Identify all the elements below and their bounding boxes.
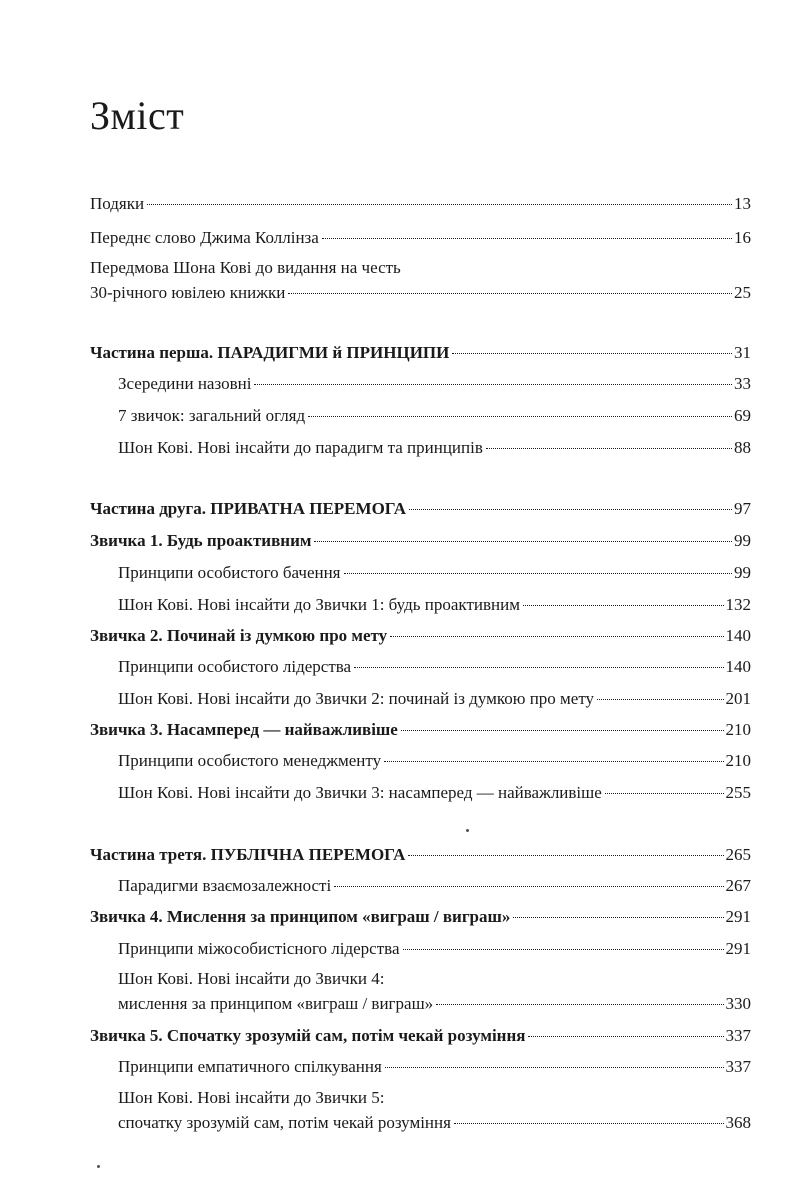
toc-page-number: 337: [725, 1057, 751, 1076]
dot-leader: [454, 1123, 724, 1124]
dot-leader: [523, 605, 724, 606]
toc-page-number: 330: [725, 994, 751, 1013]
dot-leader: [344, 573, 732, 574]
dot-leader: [308, 416, 732, 417]
dot-leader: [354, 667, 723, 668]
toc-entry-text: Звичка 2. Починай із думкою про мету: [90, 626, 388, 645]
dot-leader: [384, 761, 723, 762]
toc-entry-text: 7 звичок: загальний огляд: [118, 406, 306, 425]
print-speck: [97, 1165, 100, 1168]
toc-entry-text: Шон Кові. Нові інсайти до Звички 1: будь проактивним: [118, 595, 520, 614]
toc-entry-text: Шон Кові. Нові інсайти до парадигм та принципів: [118, 438, 483, 457]
toc-page-number: 97: [734, 499, 751, 518]
toc-entry-text: Принципи міжособистісного лідерства: [118, 939, 400, 958]
toc-page-number: 25: [734, 283, 751, 302]
toc-page-number: 88: [734, 438, 751, 457]
toc-page-number: 69: [734, 406, 751, 425]
toc-entry-text: Звичка 4. Мислення за принципом «виграш / виграш»: [90, 907, 511, 926]
dot-leader: [408, 855, 723, 856]
toc-page-number: 210: [725, 751, 751, 770]
toc-page-number: 337: [725, 1026, 751, 1045]
dot-leader: [314, 541, 732, 542]
toc-page-number: 265: [725, 845, 751, 864]
dot-leader: [254, 384, 732, 385]
dot-leader: [403, 949, 724, 950]
toc-page-number: 267: [725, 876, 751, 895]
toc-page-number: 291: [725, 939, 751, 958]
toc-page-number: 140: [725, 657, 751, 676]
dot-leader: [147, 204, 732, 205]
toc-page-number: 210: [725, 720, 751, 739]
dot-leader: [513, 917, 723, 918]
toc-page-number: 368: [725, 1113, 751, 1132]
toc-entry-text: Принципи особистого бачення: [118, 563, 341, 582]
dot-leader: [390, 636, 723, 637]
toc-entry-text: 30-річного ювілею книжки: [90, 283, 286, 302]
dot-leader: [288, 293, 732, 294]
dot-leader: [334, 886, 723, 887]
toc-entry-text: Принципи особистого лідерства: [118, 657, 352, 676]
toc-entry-text: Зсередини назовні: [118, 374, 252, 393]
toc-page-number: 31: [734, 343, 751, 362]
dot-leader: [322, 238, 732, 239]
dot-leader: [452, 353, 732, 354]
toc-page-number: 13: [734, 194, 751, 213]
toc-entry-text: Звичка 3. Насамперед — найважливіше: [90, 720, 398, 739]
toc-entry-text: Звичка 5. Спочатку зрозумій сам, потім чекай розуміння: [90, 1026, 526, 1045]
toc-entry-text: Принципи особистого менеджменту: [118, 751, 382, 770]
toc-entry-text: Частина третя. ПУБЛІЧНА ПЕРЕМОГА: [90, 845, 406, 864]
dot-leader: [605, 793, 724, 794]
toc-entry-text-line1: Шон Кові. Нові інсайти до Звички 4:: [118, 969, 385, 988]
toc-entry-text: Шон Кові. Нові інсайти до Звички 2: починай із думкою про мету: [118, 689, 595, 708]
toc-page-number: 255: [725, 783, 751, 802]
toc-entry-text: Переднє слово Джима Коллінза: [90, 228, 319, 247]
dot-leader: [528, 1036, 723, 1037]
toc-entry-text: Подяки: [90, 194, 145, 213]
page-title: Зміст: [90, 93, 185, 138]
toc-entry-text: Звичка 1. Будь проактивним: [90, 531, 312, 550]
toc-entry-text-line1: Передмова Шона Кові до видання на честь: [90, 258, 401, 277]
toc-entry-text: Частина друга. ПРИВАТНА ПЕРЕМОГА: [90, 499, 407, 518]
toc-entry-text: Частина перша. ПАРАДИГМИ й ПРИНЦИПИ: [90, 343, 450, 362]
toc-entry-text: мислення за принципом «виграш / виграш»: [118, 994, 434, 1013]
dot-leader: [409, 509, 732, 510]
toc-entry-text: Парадигми взаємозалежності: [118, 876, 332, 895]
toc-page-number: 16: [734, 228, 751, 247]
toc-page-number: 33: [734, 374, 751, 393]
dot-leader: [401, 730, 724, 731]
dot-leader: [486, 448, 732, 449]
toc-page-number: 132: [725, 595, 751, 614]
toc-entry-text-line1: Шон Кові. Нові інсайти до Звички 5:: [118, 1088, 385, 1107]
toc-entry-text: спочатку зрозумій сам, потім чекай розуміння: [118, 1113, 451, 1132]
toc-entry-text: Шон Кові. Нові інсайти до Звички 3: насамперед — найважливіше: [118, 783, 602, 802]
toc-page-number: 99: [734, 563, 751, 582]
toc-entry-text: Принципи емпатичного спілкування: [118, 1057, 382, 1076]
toc-page-number: 291: [725, 907, 751, 926]
print-speck: [466, 829, 469, 832]
dot-leader: [385, 1067, 724, 1068]
toc-page-number: 140: [725, 626, 751, 645]
toc-page-number: 201: [725, 689, 751, 708]
dot-leader: [597, 699, 723, 700]
dot-leader: [436, 1004, 723, 1005]
toc-page-number: 99: [734, 531, 751, 550]
